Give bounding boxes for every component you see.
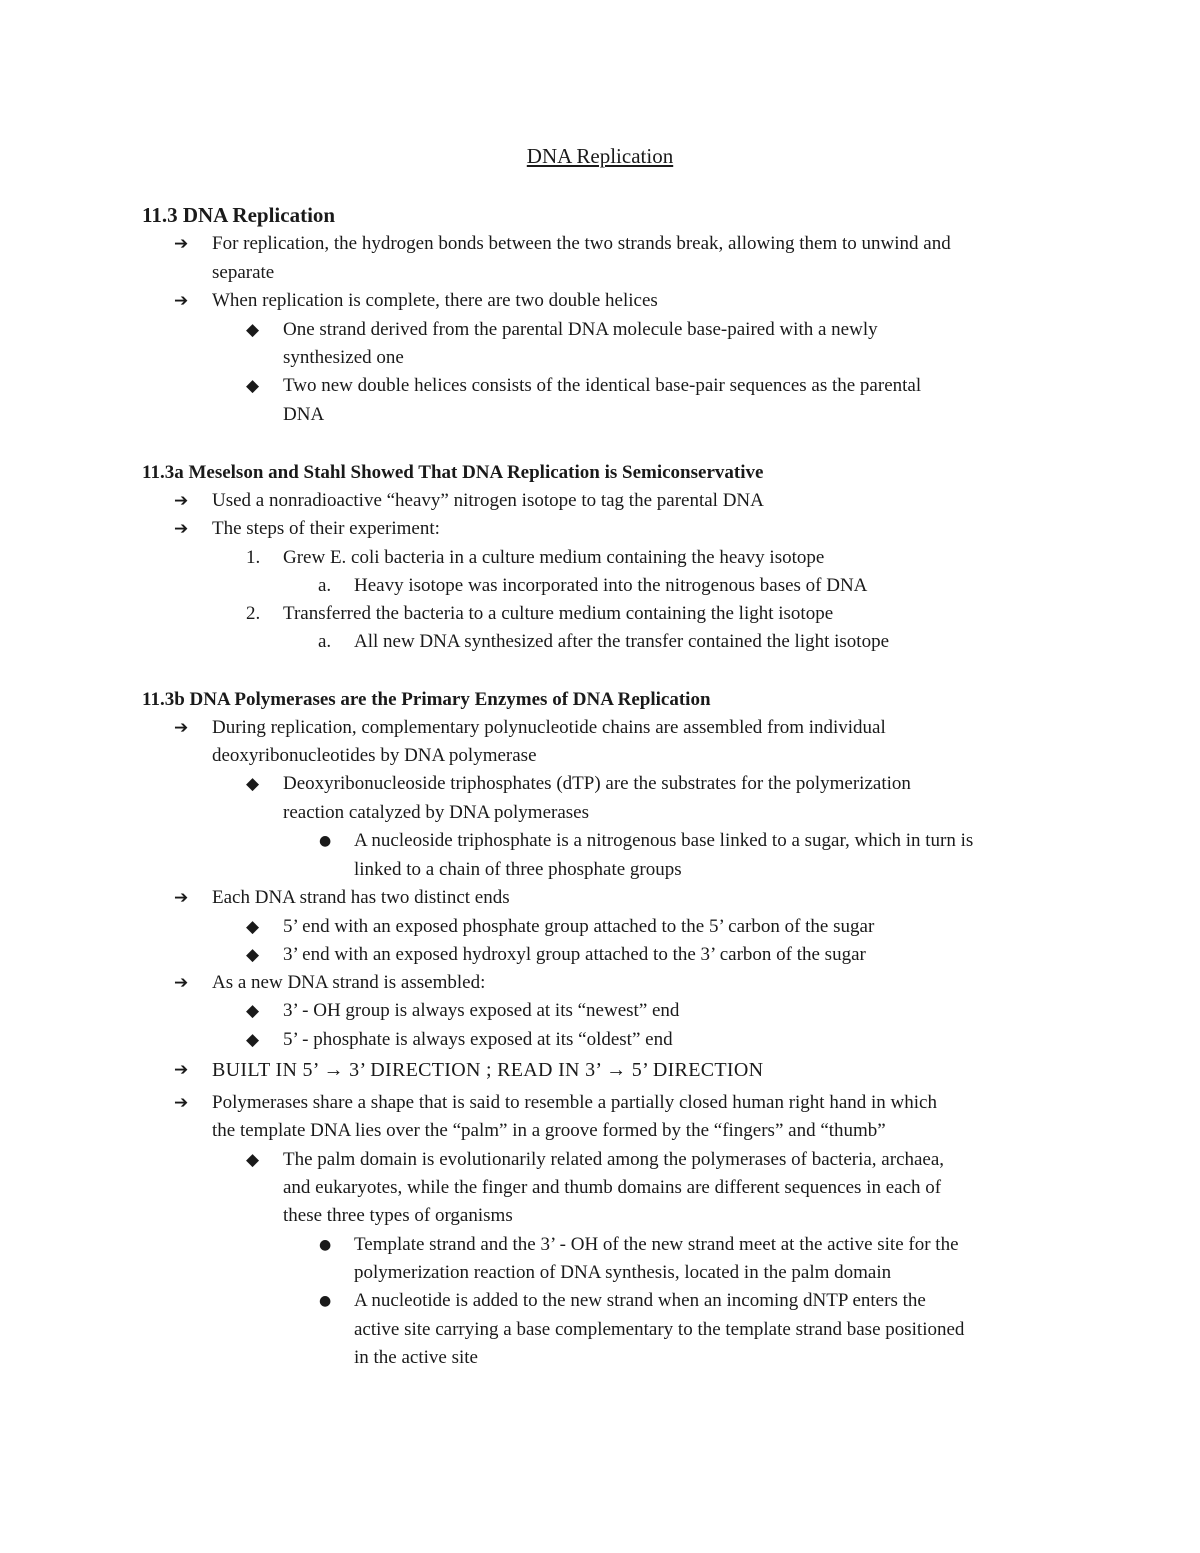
bullet-text: the template DNA lies over the “palm” in a groove formed by the “fingers” and “thumb” (212, 1120, 886, 1141)
list-letter: a. (318, 575, 332, 596)
bullet-text: During replication, complementary polynucleotide chains are assembled from individual (212, 717, 886, 738)
section-heading-11-3a: 11.3a Meselson and Stahl Showed That DNA Replication is Semiconservative (142, 462, 764, 483)
bullet-text: linked to a chain of three phosphate groups (354, 859, 682, 880)
bullet-text: 5’ end with an exposed phosphate group attached to the 5’ carbon of the sugar (283, 916, 875, 937)
dot-bullet-icon: ● (319, 1293, 332, 1309)
bullet-text: 3’ - OH group is always exposed at its “newest” end (283, 1000, 680, 1021)
diamond-bullet-icon: ◆ (246, 774, 260, 794)
dot-bullet-icon: ● (319, 833, 332, 849)
bullet-text: Deoxyribonucleoside triphosphates (dTP) are the substrates for the polymerization (283, 773, 911, 794)
dot-bullet-icon: ● (319, 1237, 332, 1253)
bullet-text: The palm domain is evolutionarily related among the polymerases of bacteria, archaea, (283, 1149, 945, 1170)
list-item-text: Heavy isotope was incorporated into the nitrogenous bases of DNA (354, 575, 868, 596)
bullet-text: A nucleotide is added to the new strand when an incoming dNTP enters the (354, 1290, 926, 1311)
bullet-text: As a new DNA strand is assembled: (212, 972, 486, 993)
bullet-text: For replication, the hydrogen bonds between the two strands break, allowing them to unwind and (212, 233, 951, 254)
arrow-bullet-icon: ➔ (174, 1093, 189, 1113)
bullet-text: Template strand and the 3’ - OH of the new strand meet at the active site for the (354, 1234, 959, 1255)
arrow-bullet-icon: ➔ (174, 718, 189, 738)
diamond-bullet-icon: ◆ (246, 1030, 260, 1050)
diamond-bullet-icon: ◆ (246, 376, 260, 396)
bullet-text: and eukaryotes, while the finger and thumb domains are different sequences in each of (283, 1177, 942, 1198)
bullet-text: active site carrying a base complementary to the template strand base positioned (354, 1319, 965, 1340)
list-item-text: Grew E. coli bacteria in a culture medium containing the heavy isotope (283, 547, 825, 568)
arrow-bullet-icon: ➔ (174, 1060, 189, 1080)
bullet-text: Used a nonradioactive “heavy” nitrogen isotope to tag the parental DNA (212, 490, 764, 511)
section-heading-11-3: 11.3 DNA Replication (142, 203, 336, 227)
arrow-bullet-icon: ➔ (174, 491, 189, 511)
arrow-bullet-icon: ➔ (174, 519, 189, 539)
bullet-text: Each DNA strand has two distinct ends (212, 887, 510, 908)
arrow-bullet-icon: ➔ (174, 291, 189, 311)
arrow-bullet-icon: ➔ (174, 888, 189, 908)
list-number: 2. (246, 603, 261, 624)
list-item-text: All new DNA synthesized after the transfer contained the light isotope (354, 631, 890, 652)
bullet-text: When replication is complete, there are two double helices (212, 290, 658, 311)
bullet-text: polymerization reaction of DNA synthesis, located in the palm domain (354, 1262, 892, 1283)
arrow-bullet-icon: ➔ (174, 973, 189, 993)
bullet-text: DNA (283, 404, 325, 425)
bullet-text: these three types of organisms (283, 1205, 513, 1226)
bullet-text: in the active site (354, 1347, 478, 1368)
bullet-text: synthesized one (283, 347, 404, 368)
bullet-text: 3’ end with an exposed hydroxyl group attached to the 3’ carbon of the sugar (283, 944, 866, 965)
arrow-bullet-icon: ➔ (174, 234, 189, 254)
list-number: 1. (246, 547, 261, 568)
bullet-text: reaction catalyzed by DNA polymerases (283, 802, 589, 823)
bullet-text: separate (212, 262, 275, 283)
diamond-bullet-icon: ◆ (246, 1001, 260, 1021)
list-letter: a. (318, 631, 332, 652)
diamond-bullet-icon: ◆ (246, 1150, 260, 1170)
bullet-text: A nucleoside triphosphate is a nitrogenous base linked to a sugar, which in turn is (354, 830, 974, 851)
bullet-text: 5’ - phosphate is always exposed at its “oldest” end (283, 1029, 673, 1050)
section-heading-11-3b: 11.3b DNA Polymerases are the Primary Enzymes of DNA Replication (142, 689, 711, 710)
diamond-bullet-icon: ◆ (246, 320, 260, 340)
bullet-text: One strand derived from the parental DNA molecule base-paired with a newly (283, 319, 878, 340)
bullet-text: Polymerases share a shape that is said to resemble a partially closed human right hand in which (212, 1092, 937, 1113)
bullet-text: Two new double helices consists of the identical base-pair sequences as the parental (283, 375, 922, 396)
diamond-bullet-icon: ◆ (246, 945, 260, 965)
page-title: DNA Replication (526, 144, 674, 168)
list-item-text: Transferred the bacteria to a culture medium containing the light isotope (283, 603, 834, 624)
diamond-bullet-icon: ◆ (246, 917, 260, 937)
bullet-text: The steps of their experiment: (212, 518, 440, 539)
bullet-text: deoxyribonucleotides by DNA polymerase (212, 745, 537, 766)
direction-callout: BUILT IN 5’ → 3’ DIRECTION ; READ IN 3’ → 5’ DIRECTION (212, 1059, 764, 1081)
